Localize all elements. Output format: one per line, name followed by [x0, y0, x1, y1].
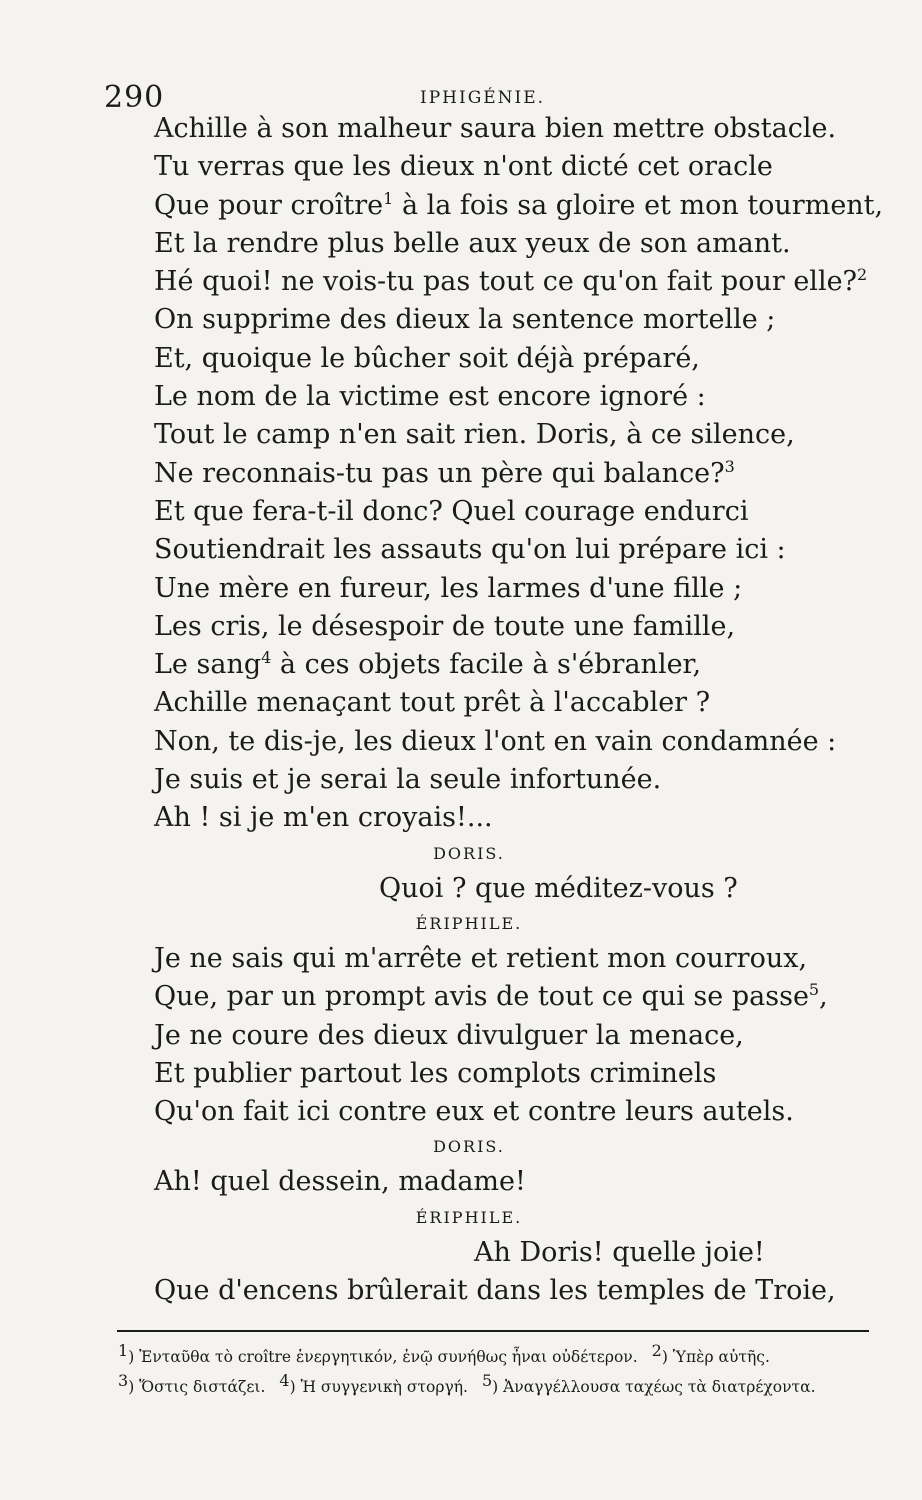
verse-line: Et publier partout les complots criminels [154, 1057, 717, 1089]
footnote-text: ) Ἐνταῦθα τὸ croître ἐνεργητικόν, ἐνῷ συνήθως ἦναι οὐδέτερον. [128, 1348, 638, 1366]
verse-line: Et, quoique le bûcher soit déjà préparé, [154, 342, 700, 374]
verse-line: Je ne coure des dieux divulguer la menace, [154, 1019, 744, 1051]
verse-line: Tout le camp n'en sait rien. Doris, à ce silence, [154, 419, 795, 451]
verse-line: Non, te dis-je, les dieux l'ont en vain condamnée : [154, 725, 837, 757]
verse-line: Le sang$^4$ à ces objets facile à s'ébranler, [154, 648, 702, 681]
footnote-text: ) Ὑπὲρ αὐτῆς. [661, 1348, 770, 1366]
speaker-name: ÉRIPHILE. [415, 1207, 523, 1227]
footnote-rule [117, 1330, 869, 1332]
verse-line: Et que fera-t-il donc? Quel courage endurci [154, 495, 749, 527]
verse-line: Je ne sais qui m'arrête et retient mon courroux, [154, 942, 808, 974]
running-head: IPHIGÉNIE. [420, 88, 546, 108]
footnote-text: ) Ἡ συγγενικὴ στοργή. [289, 1378, 468, 1396]
footnote-row [118, 1372, 878, 1402]
speaker-name: DORIS. [433, 843, 505, 863]
verse-line: Ah! quel dessein, madame! [154, 1166, 526, 1198]
page-number: 290 [104, 80, 165, 115]
verse-line: Une mère en fureur, les larmes d'une fille ; [154, 572, 743, 604]
footnote-number: 3 [118, 1370, 129, 1390]
speaker-name: ÉRIPHILE. [415, 913, 523, 933]
verse-line: Tu verras que les dieux n'ont dicté cet oracle [154, 151, 773, 183]
footnote-text: ) Ἀναγγέλλουσα ταχέως τὰ διατρέχοντα. [492, 1378, 816, 1396]
verse-line: Qu'on fait ici contre eux et contre leurs autels. [154, 1096, 794, 1128]
verse-line: Ne reconnais-tu pas un père qui balance?$^3$ [154, 456, 735, 489]
verse-line: Que d'encens brûlerait dans les temples de Troie, [154, 1275, 836, 1307]
footnote-text: ) Ὅστις διστάζει. [128, 1378, 266, 1396]
verse-line: Et la rendre plus belle aux yeux de son amant. [154, 227, 791, 259]
footnote-marker: 4 [261, 648, 272, 668]
verse-line: Soutiendrait les assauts qu'on lui prépare ici : [154, 534, 786, 566]
footnote-marker: 5 [808, 980, 820, 1000]
verse-line: Achille menaçant tout prêt à l'accabler ? [154, 687, 711, 719]
footnote-marker: 1 [383, 188, 394, 208]
verse-line: Achille à son malheur saura bien mettre obstacle. [154, 113, 837, 144]
footnotes [118, 1342, 878, 1402]
verse-line: Le nom de la victime est encore ignoré : [154, 381, 706, 413]
verse-line: Que pour croître$^1$ à la fois sa gloire et mon tourment, [154, 188, 884, 221]
verse-line: Hé quoi! ne vois-tu pas tout ce qu'on fait pour elle?$^2$ [154, 265, 868, 298]
speaker-name: DORIS. [433, 1137, 505, 1157]
footnote-number: 1 [118, 1340, 129, 1360]
verse-line: Je suis et je serai la seule infortunée. [154, 764, 662, 796]
footnote-marker: 2 [857, 265, 868, 285]
verse-line: On supprime des dieux la sentence mortelle ; [154, 304, 776, 336]
footnote-row [118, 1342, 878, 1372]
verse-block [154, 110, 884, 1310]
verse-line: Que, par un prompt avis de tout ce qui se passe$^5$, [154, 980, 828, 1013]
verse-line: Ah ! si je m'en croyais!... [154, 802, 493, 834]
verse-line: Les cris, le désespoir de toute une famille, [154, 610, 736, 642]
footnote-number: 4 [279, 1370, 290, 1390]
verse-line: Ah Doris! quelle joie! [474, 1236, 765, 1268]
footnote-number: 5 [481, 1370, 493, 1390]
verse-line: Quoi ? que méditez-vous ? [379, 872, 738, 904]
footnote-number: 2 [651, 1340, 662, 1360]
footnote-marker: 3 [724, 456, 735, 476]
